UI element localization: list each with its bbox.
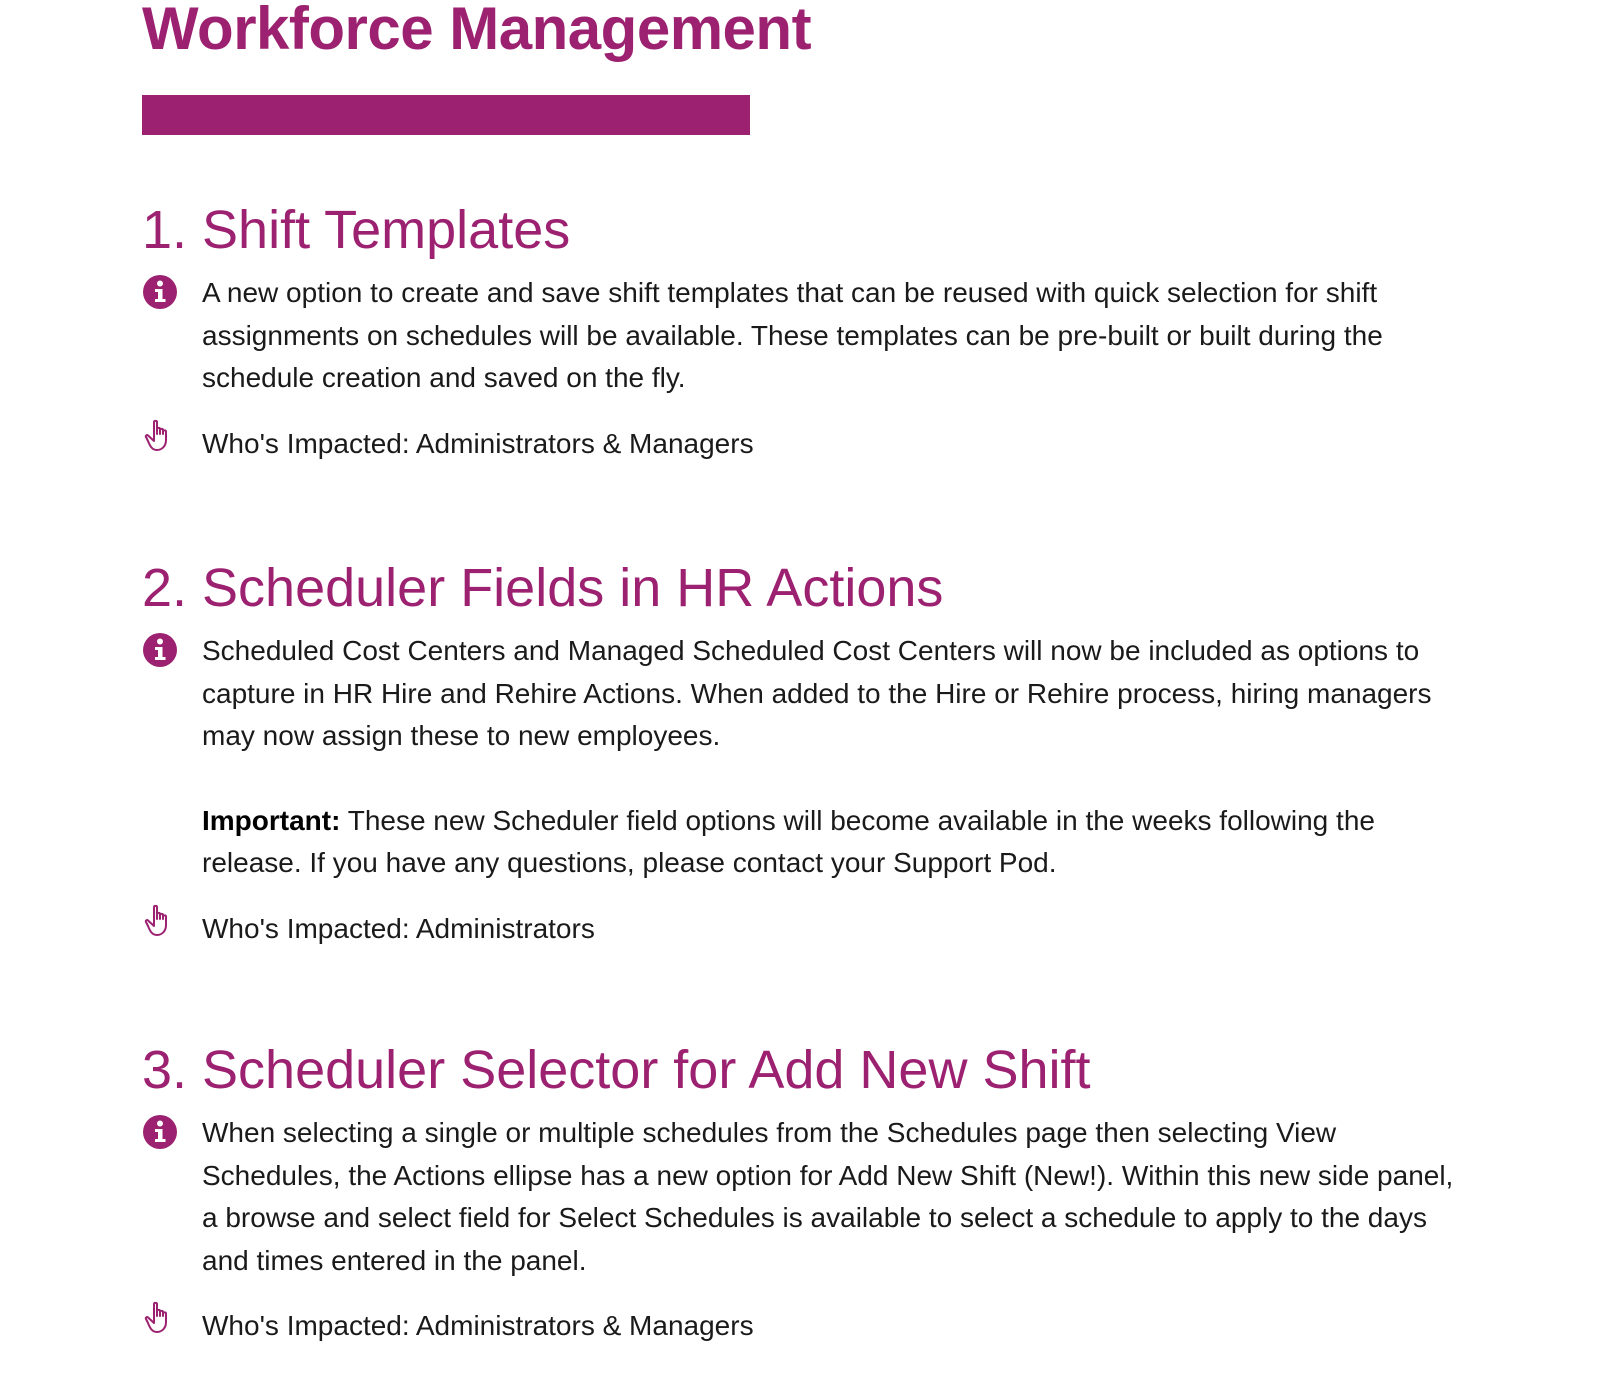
section-heading: 1. Shift Templates: [142, 200, 571, 260]
hand-pointer-icon: [142, 418, 178, 454]
impact-text: Who's Impacted: Administrators & Managers: [202, 1310, 754, 1341]
description-text: When selecting a single or multiple schedules from the Schedules page then selecting View Schedules, the Actions ellipse has a new option for Add New Shift (New!). Within this new side panel, a browse and select field for Select Schedules is available to select a schedule to apply to the days and times entered in the panel.: [202, 1117, 1454, 1276]
impact-row: [142, 1306, 1472, 1346]
impact-text: Who's Impacted: Administrators & Managers: [202, 427, 754, 459]
important-text: These new Scheduler field options will become available in the weeks following the release. If you have any questions, please contact your Support Pod.: [202, 804, 1375, 878]
section-description-row: [142, 630, 1472, 885]
section-description: [202, 1112, 1472, 1282]
title-underline-bar: [142, 95, 750, 135]
page-title: Workforce Management: [142, 0, 812, 62]
impact-row: [142, 424, 1472, 464]
section-description-row: [142, 1112, 1472, 1282]
section-scheduler-selector-add-new-shift: [142, 1038, 1472, 1346]
section-scheduler-fields-hr-actions: [142, 556, 1472, 949]
info-icon: [142, 632, 178, 668]
section-heading: 3. Scheduler Selector for Add New Shift: [142, 1040, 1091, 1100]
section-description: [202, 272, 1472, 400]
info-icon: [142, 1114, 178, 1150]
impact-row: [142, 909, 1472, 949]
section-heading: 2. Scheduler Fields in HR Actions: [142, 558, 944, 618]
section-description: [202, 630, 1472, 885]
section-shift-templates: [142, 198, 1472, 464]
hand-pointer-icon: [142, 1300, 178, 1336]
section-description-row: [142, 272, 1472, 400]
description-text: A new option to create and save shift templates that can be reused with quick selection for shift assignments on schedules will be available. These templates can be pre-built or built during the schedule creation and saved on the fly.: [202, 277, 1383, 393]
info-icon: [142, 274, 178, 310]
impact-text: Who's Impacted: Administrators: [202, 912, 595, 944]
description-text: Scheduled Cost Centers and Managed Scheduled Cost Centers will now be included as options to capture in HR Hire and Rehire Actions. When added to the Hire or Rehire process, hiring managers may now assign these to new employees.: [202, 635, 1432, 751]
important-label: Important:: [202, 804, 341, 836]
important-note: [202, 800, 1472, 885]
paragraph-spacer: [202, 758, 1472, 800]
hand-pointer-icon: [142, 903, 178, 939]
